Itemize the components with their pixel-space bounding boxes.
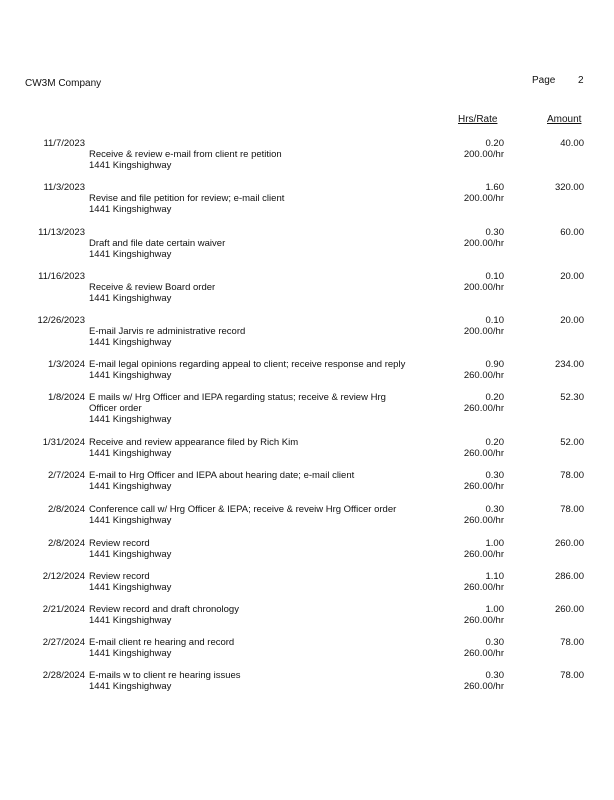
entry-client: 1441 Kingshighway — [89, 615, 172, 626]
entry-description-text: Review record — [89, 538, 150, 549]
entry-description — [89, 637, 434, 659]
entry-amount: 320.00 — [554, 182, 584, 193]
entry-hrs-rate — [464, 571, 504, 593]
entry-hrs-rate — [464, 670, 504, 692]
entry-amount: 260.00 — [554, 604, 584, 615]
entry-hours: 0.30 — [485, 470, 504, 481]
entry-date: 11/13/2023 — [38, 227, 85, 238]
entry-description — [89, 504, 434, 526]
entry-description-text: Draft and file date certain waiver — [89, 238, 226, 249]
entry-rate: 260.00/hr — [463, 448, 504, 459]
entry-date: 2/12/2024 — [42, 571, 85, 582]
entry-hours: 0.10 — [485, 271, 504, 282]
entry-hrs-rate — [464, 470, 504, 492]
entry-hours: 0.30 — [485, 227, 504, 238]
entry-description-text: E-mails w to client re hearing issues — [89, 670, 241, 681]
entry-hrs-rate — [464, 392, 504, 414]
entry-description — [89, 538, 434, 560]
entry-rate: 200.00/hr — [463, 149, 504, 160]
entry-description — [89, 359, 434, 381]
entry-date: 11/16/2023 — [38, 271, 85, 282]
entry-description — [89, 392, 434, 425]
entry-hours: 0.20 — [485, 392, 504, 403]
entry-date: 11/7/2023 — [43, 138, 85, 149]
entry-hours: 0.20 — [485, 138, 504, 149]
entry-rate: 260.00/hr — [463, 370, 504, 381]
column-header-hrs-rate: Hrs/Rate — [458, 114, 498, 125]
entry-hrs-rate — [464, 637, 504, 659]
entry-client: 1441 Kingshighway — [89, 481, 172, 492]
entry-description — [89, 149, 434, 171]
entry-rate: 260.00/hr — [463, 403, 504, 414]
entry-date: 12/26/2023 — [37, 315, 85, 326]
entry-hrs-rate — [464, 538, 504, 560]
entry-hrs-rate — [464, 504, 504, 526]
entry-date: 1/8/2024 — [48, 392, 85, 403]
entry-amount: 20.00 — [560, 315, 584, 326]
entry-description-text: E-mail to Hrg Officer and IEPA about hearing date; e-mail client — [89, 470, 355, 481]
entry-hours: 0.30 — [485, 637, 504, 648]
entry-client: 1441 Kingshighway — [89, 249, 172, 260]
entry-description — [89, 670, 434, 692]
entry-amount: 78.00 — [560, 470, 584, 481]
entry-description-text: Receive and review appearance filed by Rich Kim — [89, 437, 299, 448]
entry-amount: 40.00 — [560, 138, 584, 149]
entry-description — [89, 604, 434, 626]
entry-client: 1441 Kingshighway — [89, 448, 172, 459]
entry-rate: 200.00/hr — [463, 193, 504, 204]
entry-client: 1441 Kingshighway — [89, 648, 172, 659]
entry-client: 1441 Kingshighway — [89, 549, 172, 560]
entry-client: 1441 Kingshighway — [89, 515, 172, 526]
entry-description — [89, 437, 434, 459]
entry-hrs-rate — [464, 182, 504, 204]
entry-date: 2/28/2024 — [42, 670, 85, 681]
entry-amount: 60.00 — [560, 227, 584, 238]
entry-rate: 260.00/hr — [463, 481, 504, 492]
entry-description-text: E-mail legal opinions regarding appeal to client; receive response and reply — [89, 359, 406, 370]
entry-date: 2/27/2024 — [42, 637, 85, 648]
entry-client: 1441 Kingshighway — [89, 414, 172, 425]
entry-amount: 52.30 — [560, 392, 584, 403]
entry-rate: 260.00/hr — [463, 549, 504, 560]
entry-date: 1/31/2024 — [42, 437, 85, 448]
entry-hrs-rate — [464, 315, 504, 337]
entry-rate: 200.00/hr — [463, 238, 504, 249]
entry-rate: 260.00/hr — [463, 648, 504, 659]
entry-client: 1441 Kingshighway — [89, 160, 172, 171]
entry-client: 1441 Kingshighway — [89, 681, 172, 692]
column-header-amount: Amount — [547, 114, 582, 125]
entry-hrs-rate — [464, 359, 504, 381]
entry-description-text: E-mail Jarvis re administrative record — [89, 326, 246, 337]
entry-description — [89, 193, 434, 215]
entry-client: 1441 Kingshighway — [89, 582, 172, 593]
entry-client: 1441 Kingshighway — [89, 204, 172, 215]
entry-amount: 78.00 — [560, 504, 584, 515]
entry-hrs-rate — [464, 604, 504, 626]
entry-amount: 20.00 — [560, 271, 584, 282]
entry-description-text: E-mail client re hearing and record — [89, 637, 235, 648]
entry-hours: 1.10 — [485, 571, 504, 582]
entry-rate: 200.00/hr — [463, 282, 504, 293]
entry-description-continued: Officer order — [89, 403, 142, 414]
entry-description-text: Receive & review Board order — [89, 282, 216, 293]
entry-hours: 1.00 — [485, 538, 504, 549]
entry-description-text: Review record — [89, 571, 150, 582]
entry-date: 2/21/2024 — [42, 604, 85, 615]
entry-amount: 286.00 — [554, 571, 584, 582]
entry-hours: 1.60 — [485, 182, 504, 193]
entry-rate: 260.00/hr — [463, 681, 504, 692]
entry-rate: 260.00/hr — [463, 515, 504, 526]
entry-date: 2/8/2024 — [48, 538, 85, 549]
page-number: 2 — [578, 75, 584, 86]
entry-amount: 52.00 — [560, 437, 584, 448]
entry-hours: 0.90 — [485, 359, 504, 370]
entry-amount: 78.00 — [560, 670, 584, 681]
entry-description-text: Conference call w/ Hrg Officer & IEPA; receive & reveiw Hrg Officer order — [89, 504, 397, 515]
entry-rate: 200.00/hr — [463, 326, 504, 337]
entry-hours: 1.00 — [485, 604, 504, 615]
entry-hours: 0.30 — [485, 504, 504, 515]
entry-description-text: Review record and draft chronology — [89, 604, 239, 615]
entry-date: 2/8/2024 — [48, 504, 85, 515]
entry-description-text: Revise and file petition for review; e-mail client — [89, 193, 285, 204]
entry-client: 1441 Kingshighway — [89, 337, 172, 348]
entry-client: 1441 Kingshighway — [89, 370, 172, 381]
entry-hours: 0.20 — [485, 437, 504, 448]
entry-description — [89, 326, 434, 348]
entry-description — [89, 571, 434, 593]
entry-description-text: E mails w/ Hrg Officer and IEPA regarding status; receive & review Hrg — [89, 392, 386, 403]
entry-date: 11/3/2023 — [43, 182, 85, 193]
entry-description — [89, 238, 434, 260]
entry-hours: 0.30 — [485, 670, 504, 681]
entry-amount: 260.00 — [554, 538, 584, 549]
entry-date: 2/7/2024 — [48, 470, 85, 481]
entry-rate: 260.00/hr — [463, 615, 504, 626]
entry-hrs-rate — [464, 437, 504, 459]
entry-amount: 78.00 — [560, 637, 584, 648]
entry-hours: 0.10 — [485, 315, 504, 326]
entry-hrs-rate — [464, 138, 504, 160]
page-label: Page — [532, 75, 556, 86]
entry-description — [89, 470, 434, 492]
company-name: CW3M Company — [25, 78, 102, 89]
entry-description — [89, 282, 434, 304]
entry-client: 1441 Kingshighway — [89, 293, 172, 304]
entry-hrs-rate — [464, 271, 504, 293]
entry-description-text: Receive & review e-mail from client re petition — [89, 149, 282, 160]
entry-hrs-rate — [464, 227, 504, 249]
entry-rate: 260.00/hr — [463, 582, 504, 593]
entry-date: 1/3/2024 — [48, 359, 85, 370]
entry-amount: 234.00 — [554, 359, 584, 370]
